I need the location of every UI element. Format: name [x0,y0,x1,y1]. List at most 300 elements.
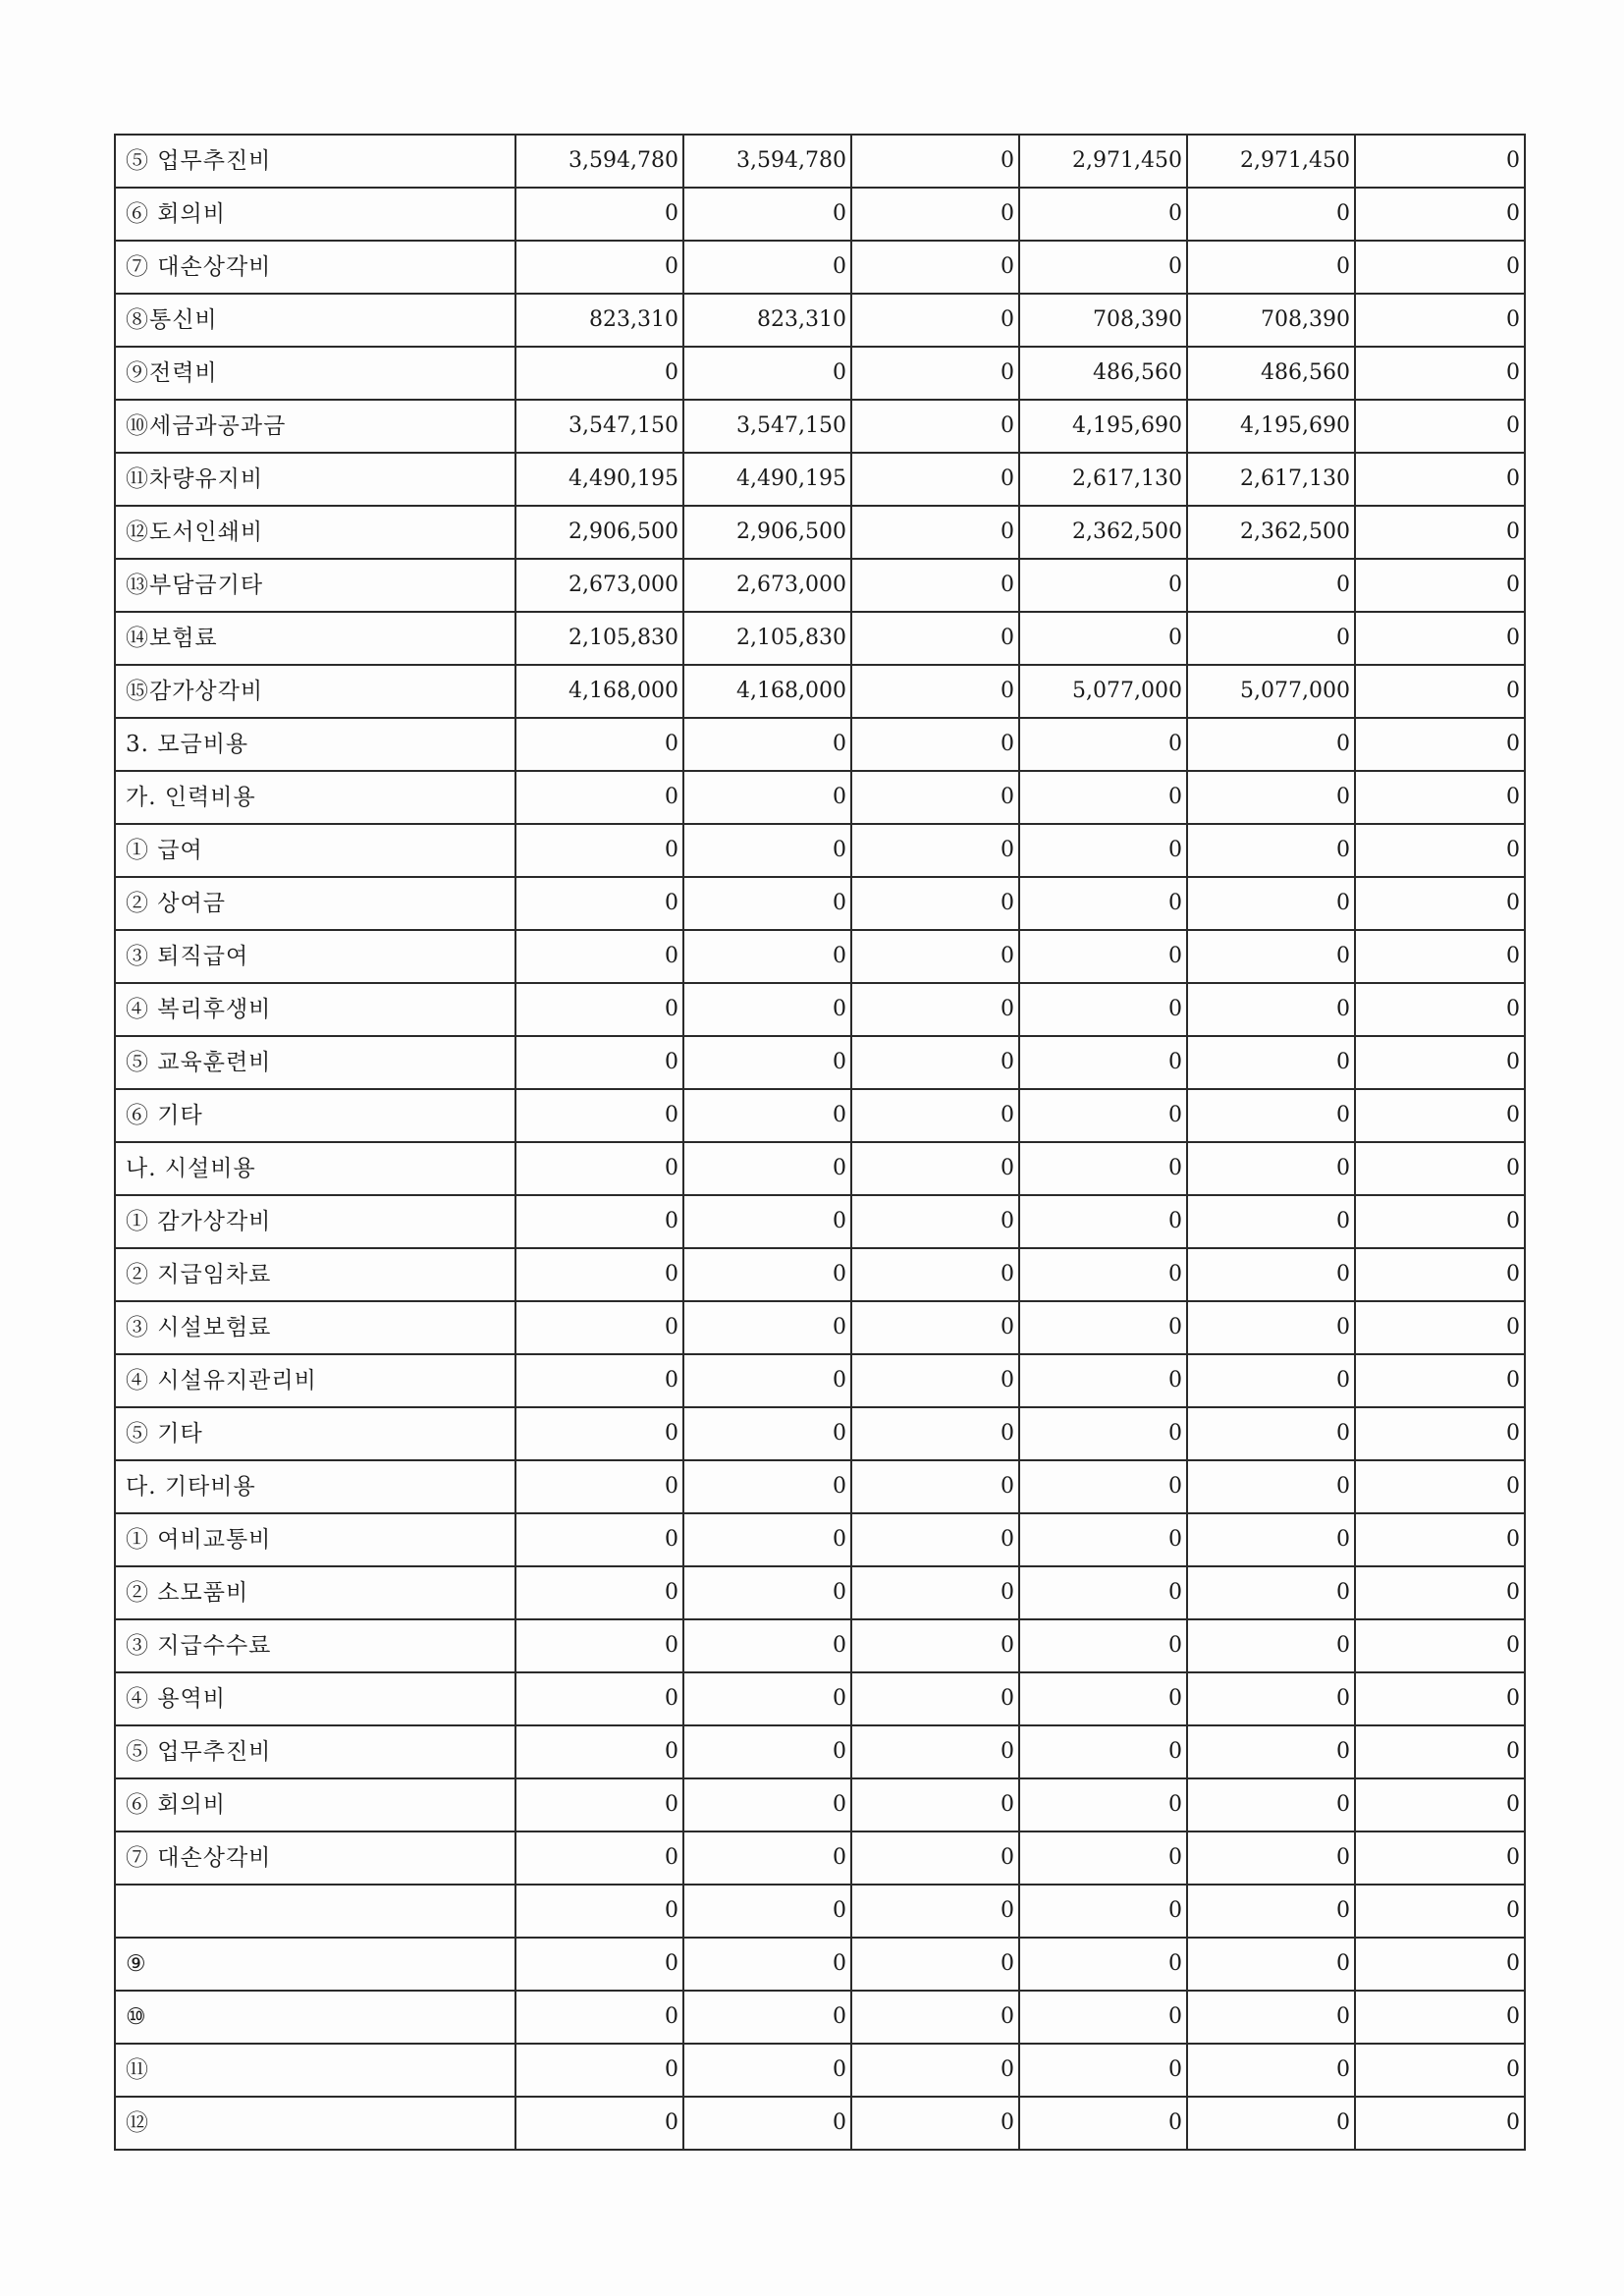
amount-cell: 0 [851,983,1019,1036]
amount-cell: 0 [851,294,1019,347]
amount-cell: 2,673,000 [683,559,851,612]
amount-cell: 0 [851,1248,1019,1301]
table-row [115,2044,1525,2097]
amount-cell: 0 [851,1195,1019,1248]
row-label: ⑩세금과공과금 [115,400,515,453]
amount-cell: 0 [1355,506,1525,559]
amount-cell: 0 [683,1725,851,1778]
amount-cell: 0 [851,1991,1019,2044]
amount-cell: 4,195,690 [1019,400,1187,453]
table-row [115,2097,1525,2150]
amount-cell: 0 [851,824,1019,877]
amount-cell: 0 [1019,1460,1187,1513]
amount-cell: 0 [1187,1619,1355,1672]
row-label: ⑨ [115,1938,515,1991]
amount-cell: 0 [1355,983,1525,1036]
amount-cell: 0 [683,2044,851,2097]
table-row [115,453,1525,506]
table-row [115,1407,1525,1460]
table-row [115,1885,1525,1938]
amount-cell: 486,560 [1019,347,1187,400]
row-label: ⑥ 회의비 [115,1778,515,1831]
table-row [115,1301,1525,1354]
amount-cell: 0 [851,1407,1019,1460]
amount-cell: 0 [515,1938,683,1991]
amount-cell: 0 [683,2097,851,2150]
amount-cell: 0 [1187,930,1355,983]
amount-cell: 0 [515,347,683,400]
amount-cell: 0 [683,188,851,241]
amount-cell: 0 [1187,241,1355,294]
amount-cell: 0 [851,2097,1019,2150]
amount-cell: 2,971,450 [1019,135,1187,188]
row-label: ⑪ [115,2044,515,2097]
table-row [115,1831,1525,1885]
amount-cell: 0 [1019,1619,1187,1672]
amount-cell: 0 [1355,1566,1525,1619]
row-label: ④ 시설유지관리비 [115,1354,515,1407]
amount-cell: 0 [1187,2044,1355,2097]
row-label: ⑧통신비 [115,294,515,347]
amount-cell: 0 [1019,1301,1187,1354]
amount-cell: 0 [851,718,1019,771]
amount-cell: 0 [1187,1885,1355,1938]
amount-cell: 0 [1019,1991,1187,2044]
amount-cell: 3,547,150 [683,400,851,453]
amount-cell: 0 [1019,1036,1187,1089]
amount-cell: 0 [1019,718,1187,771]
amount-cell: 0 [683,1619,851,1672]
table-row [115,1354,1525,1407]
amount-cell: 0 [851,1938,1019,1991]
amount-cell: 2,906,500 [683,506,851,559]
amount-cell: 0 [515,1142,683,1195]
row-label: ② 소모품비 [115,1566,515,1619]
amount-cell: 0 [683,1407,851,1460]
amount-cell: 0 [1187,1036,1355,1089]
row-label: ③ 시설보험료 [115,1301,515,1354]
amount-cell: 0 [1355,453,1525,506]
amount-cell: 0 [1355,771,1525,824]
amount-cell: 0 [515,1248,683,1301]
table-row [115,1036,1525,1089]
amount-cell: 2,362,500 [1019,506,1187,559]
table-row [115,1991,1525,2044]
row-label: ③ 지급수수료 [115,1619,515,1672]
row-label: ⑮감가상각비 [115,665,515,718]
amount-cell: 2,105,830 [683,612,851,665]
amount-cell: 0 [851,1142,1019,1195]
amount-cell: 0 [1355,1513,1525,1566]
amount-cell: 0 [1187,1089,1355,1142]
amount-cell: 2,617,130 [1019,453,1187,506]
amount-cell: 0 [683,930,851,983]
amount-cell: 0 [1019,1885,1187,1938]
amount-cell: 0 [851,1831,1019,1885]
amount-cell: 0 [1355,1354,1525,1407]
amount-cell: 0 [1019,1778,1187,1831]
amount-cell: 0 [1019,1089,1187,1142]
amount-cell: 0 [515,1407,683,1460]
amount-cell: 4,168,000 [683,665,851,718]
amount-cell: 0 [1019,1831,1187,1885]
amount-cell: 0 [1187,1991,1355,2044]
row-label: 다. 기타비용 [115,1460,515,1513]
amount-cell: 823,310 [515,294,683,347]
amount-cell: 0 [1019,2097,1187,2150]
amount-cell: 0 [683,718,851,771]
expense-table-body [115,135,1525,2150]
amount-cell: 0 [1355,1991,1525,2044]
amount-cell: 0 [851,930,1019,983]
amount-cell: 0 [515,2097,683,2150]
amount-cell: 0 [515,1619,683,1672]
table-row [115,241,1525,294]
amount-cell: 2,617,130 [1187,453,1355,506]
amount-cell: 0 [515,718,683,771]
amount-cell: 0 [683,1354,851,1407]
row-label: 나. 시설비용 [115,1142,515,1195]
amount-cell: 0 [1355,1036,1525,1089]
amount-cell: 0 [851,1513,1019,1566]
row-label: ⑬부담금기타 [115,559,515,612]
amount-cell: 0 [1355,612,1525,665]
amount-cell: 0 [515,1354,683,1407]
amount-cell: 0 [683,1566,851,1619]
table-row [115,188,1525,241]
amount-cell: 0 [683,1513,851,1566]
amount-cell: 0 [1187,1460,1355,1513]
row-label: ① 감가상각비 [115,1195,515,1248]
amount-cell: 0 [683,1672,851,1725]
amount-cell: 0 [851,506,1019,559]
amount-cell: 0 [1187,1142,1355,1195]
amount-cell: 0 [1355,665,1525,718]
amount-cell: 0 [1019,1195,1187,1248]
table-row [115,877,1525,930]
amount-cell: 0 [1187,2097,1355,2150]
amount-cell: 0 [851,1036,1019,1089]
row-label: ③ 퇴직급여 [115,930,515,983]
table-row [115,1248,1525,1301]
amount-cell: 0 [851,612,1019,665]
amount-cell: 3,547,150 [515,400,683,453]
table-row [115,1089,1525,1142]
amount-cell: 0 [683,1301,851,1354]
amount-cell: 2,362,500 [1187,506,1355,559]
amount-cell: 0 [515,188,683,241]
amount-cell: 0 [851,2044,1019,2097]
row-label: ④ 복리후생비 [115,983,515,1036]
amount-cell: 708,390 [1187,294,1355,347]
amount-cell: 0 [683,1089,851,1142]
amount-cell: 0 [851,347,1019,400]
amount-cell: 0 [851,241,1019,294]
amount-cell: 0 [1355,1725,1525,1778]
amount-cell: 0 [683,1831,851,1885]
table-row [115,1672,1525,1725]
amount-cell: 0 [683,1142,851,1195]
table-row [115,930,1525,983]
amount-cell: 0 [851,1354,1019,1407]
amount-cell: 0 [1019,877,1187,930]
amount-cell: 0 [515,877,683,930]
amount-cell: 0 [851,559,1019,612]
amount-cell: 0 [515,1195,683,1248]
amount-cell: 0 [851,1778,1019,1831]
amount-cell: 0 [1019,771,1187,824]
amount-cell: 2,906,500 [515,506,683,559]
amount-cell: 0 [683,347,851,400]
amount-cell: 4,490,195 [515,453,683,506]
amount-cell: 0 [1187,824,1355,877]
amount-cell: 0 [851,400,1019,453]
amount-cell: 0 [1355,1407,1525,1460]
amount-cell: 2,105,830 [515,612,683,665]
amount-cell: 0 [1187,983,1355,1036]
amount-cell: 0 [851,771,1019,824]
amount-cell: 0 [1355,1885,1525,1938]
amount-cell: 0 [683,877,851,930]
amount-cell: 486,560 [1187,347,1355,400]
amount-cell: 0 [1187,612,1355,665]
table-row [115,983,1525,1036]
amount-cell: 0 [683,1036,851,1089]
amount-cell: 0 [515,2044,683,2097]
table-row [115,1778,1525,1831]
amount-cell: 0 [1355,877,1525,930]
amount-cell: 0 [1019,1407,1187,1460]
amount-cell: 0 [1355,1619,1525,1672]
amount-cell: 0 [1019,1513,1187,1566]
row-label: ⑫도서인쇄비 [115,506,515,559]
amount-cell: 0 [851,1672,1019,1725]
row-label: ⑨전력비 [115,347,515,400]
amount-cell: 0 [1187,718,1355,771]
amount-cell: 0 [1355,135,1525,188]
amount-cell: 0 [1019,559,1187,612]
amount-cell: 0 [851,665,1019,718]
amount-cell: 0 [683,1885,851,1938]
amount-cell: 0 [515,1301,683,1354]
amount-cell: 0 [683,771,851,824]
amount-cell: 0 [1355,559,1525,612]
amount-cell: 0 [1355,1089,1525,1142]
amount-cell: 0 [1019,1938,1187,1991]
row-label: ⑥ 기타 [115,1089,515,1142]
amount-cell: 0 [515,1725,683,1778]
amount-cell: 0 [515,1089,683,1142]
amount-cell: 0 [1355,930,1525,983]
table-row [115,612,1525,665]
amount-cell: 0 [1355,1195,1525,1248]
amount-cell: 0 [1355,718,1525,771]
amount-cell: 0 [515,1991,683,2044]
amount-cell: 0 [1355,188,1525,241]
row-label: ⑦ 대손상각비 [115,241,515,294]
amount-cell: 0 [515,1566,683,1619]
row-label: ② 지급임차료 [115,1248,515,1301]
row-label: ④ 용역비 [115,1672,515,1725]
amount-cell: 0 [1187,1672,1355,1725]
amount-cell: 0 [1355,1460,1525,1513]
row-label: ⑩ [115,1991,515,2044]
amount-cell: 0 [515,1672,683,1725]
amount-cell: 2,673,000 [515,559,683,612]
amount-cell: 0 [1187,188,1355,241]
table-row [115,1142,1525,1195]
amount-cell: 0 [851,453,1019,506]
amount-cell: 0 [1019,2044,1187,2097]
amount-cell: 0 [683,1195,851,1248]
table-row [115,1725,1525,1778]
amount-cell: 0 [1019,983,1187,1036]
table-row [115,824,1525,877]
row-label: ⑦ 대손상각비 [115,1831,515,1885]
amount-cell: 0 [851,188,1019,241]
amount-cell: 0 [515,1513,683,1566]
amount-cell: 0 [515,1885,683,1938]
amount-cell: 0 [851,1885,1019,1938]
amount-cell: 0 [1355,1248,1525,1301]
amount-cell: 0 [1187,1778,1355,1831]
amount-cell: 0 [515,824,683,877]
row-label: ① 급여 [115,824,515,877]
amount-cell: 0 [1355,2097,1525,2150]
amount-cell: 3,594,780 [683,135,851,188]
amount-cell: 0 [1019,1354,1187,1407]
amount-cell: 0 [1355,2044,1525,2097]
amount-cell: 0 [1355,241,1525,294]
amount-cell: 0 [1187,1513,1355,1566]
table-row [115,1619,1525,1672]
amount-cell: 0 [1355,824,1525,877]
amount-cell: 0 [515,983,683,1036]
row-label: ⑪차량유지비 [115,453,515,506]
amount-cell: 0 [1355,1778,1525,1831]
amount-cell: 0 [1187,1566,1355,1619]
amount-cell: 0 [1019,612,1187,665]
amount-cell: 0 [683,824,851,877]
table-row [115,1566,1525,1619]
amount-cell: 0 [683,983,851,1036]
amount-cell: 0 [1355,400,1525,453]
amount-cell: 0 [1019,824,1187,877]
row-label: ⑭보험료 [115,612,515,665]
amount-cell: 0 [1187,1831,1355,1885]
amount-cell: 0 [683,241,851,294]
amount-cell: 0 [1019,1566,1187,1619]
amount-cell: 0 [515,241,683,294]
table-row [115,1513,1525,1566]
amount-cell: 0 [1355,294,1525,347]
table-row [115,559,1525,612]
amount-cell: 0 [1355,1938,1525,1991]
amount-cell: 0 [851,1725,1019,1778]
row-label: 가. 인력비용 [115,771,515,824]
amount-cell: 0 [1019,1725,1187,1778]
amount-cell: 0 [1187,1248,1355,1301]
table-row [115,1195,1525,1248]
table-row [115,1938,1525,1991]
amount-cell: 0 [1019,241,1187,294]
amount-cell: 0 [851,1460,1019,1513]
amount-cell: 0 [1187,1354,1355,1407]
amount-cell: 708,390 [1019,294,1187,347]
amount-cell: 0 [1019,1248,1187,1301]
table-row [115,665,1525,718]
amount-cell: 0 [851,1089,1019,1142]
amount-cell: 4,490,195 [683,453,851,506]
amount-cell: 0 [515,1778,683,1831]
amount-cell: 5,077,000 [1187,665,1355,718]
row-label: ② 상여금 [115,877,515,930]
amount-cell: 0 [1187,559,1355,612]
amount-cell: 0 [515,771,683,824]
table-row [115,347,1525,400]
amount-cell: 0 [683,1778,851,1831]
table-row [115,1460,1525,1513]
amount-cell: 0 [1355,347,1525,400]
row-label: 3. 모금비용 [115,718,515,771]
amount-cell: 0 [851,877,1019,930]
amount-cell: 0 [1187,1301,1355,1354]
amount-cell: 2,971,450 [1187,135,1355,188]
amount-cell: 4,195,690 [1187,400,1355,453]
amount-cell: 0 [1187,771,1355,824]
amount-cell: 0 [851,1619,1019,1672]
table-row [115,294,1525,347]
table-row [115,771,1525,824]
amount-cell: 0 [515,1460,683,1513]
amount-cell: 0 [851,1566,1019,1619]
amount-cell: 0 [683,1460,851,1513]
amount-cell: 0 [683,1248,851,1301]
row-label [115,1885,515,1938]
amount-cell: 0 [1355,1301,1525,1354]
amount-cell: 0 [851,1301,1019,1354]
expense-table [114,134,1526,2151]
amount-cell: 0 [1019,930,1187,983]
amount-cell: 0 [1187,877,1355,930]
amount-cell: 0 [1187,1407,1355,1460]
amount-cell: 0 [1355,1831,1525,1885]
amount-cell: 823,310 [683,294,851,347]
amount-cell: 5,077,000 [1019,665,1187,718]
amount-cell: 0 [1187,1725,1355,1778]
amount-cell: 0 [1019,188,1187,241]
amount-cell: 0 [515,1036,683,1089]
table-row [115,506,1525,559]
table-row [115,718,1525,771]
amount-cell: 0 [1187,1195,1355,1248]
amount-cell: 0 [515,930,683,983]
amount-cell: 0 [851,135,1019,188]
amount-cell: 0 [1355,1142,1525,1195]
row-label: ⑫ [115,2097,515,2150]
amount-cell: 0 [1019,1672,1187,1725]
row-label: ⑤ 업무추진비 [115,135,515,188]
row-label: ⑤ 업무추진비 [115,1725,515,1778]
amount-cell: 0 [1019,1142,1187,1195]
table-row [115,400,1525,453]
table-row [115,135,1525,188]
row-label: ⑤ 기타 [115,1407,515,1460]
amount-cell: 3,594,780 [515,135,683,188]
row-label: ① 여비교통비 [115,1513,515,1566]
amount-cell: 0 [1355,1672,1525,1725]
amount-cell: 0 [1187,1938,1355,1991]
